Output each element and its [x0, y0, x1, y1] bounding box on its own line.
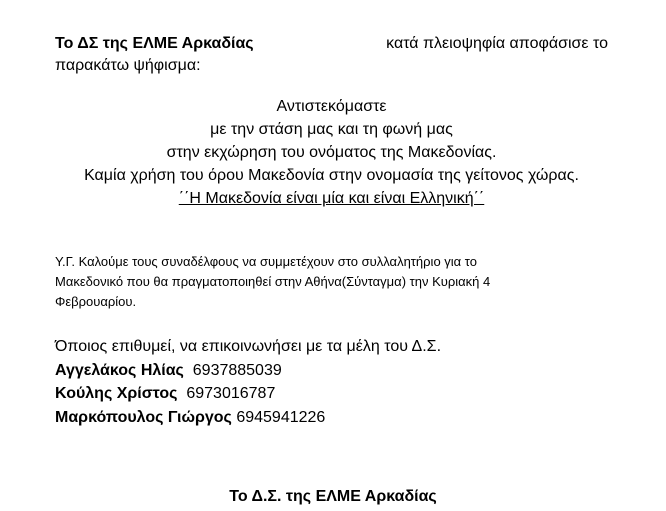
- contact-name: Κούλης Χρίστος: [55, 385, 178, 402]
- contacts-intro: Όποιος επιθυμεί, να επικοινωνήσει με τα μέλη του Δ.Σ.: [55, 338, 442, 355]
- resolution-line: με την στάση μας και τη φωνή μας: [210, 121, 453, 138]
- contact-name: Μαρκόπουλος Γιώργος: [55, 408, 232, 426]
- signature: Το Δ.Σ. της ΕΛΜΕ Αρκαδίας: [229, 488, 437, 505]
- contact-entry: [55, 382, 615, 406]
- intro-line-2: παρακάτω ψήφισμα:: [55, 57, 201, 74]
- intro-text: κατά πλειοψηφία αποφάσισε το: [386, 35, 608, 52]
- contact-entry: [55, 406, 615, 430]
- resolution-line: Καμία χρήση του όρου Μακεδονία στην ονομασία της γείτονος χώρας.: [84, 167, 579, 184]
- intro-line-1: [55, 33, 608, 55]
- board-name: Το ΔΣ της ΕΛΜΕ Αρκαδίας: [55, 35, 254, 52]
- contacts-section: [55, 335, 615, 429]
- note-line: Φεβρουαρίου.: [55, 294, 137, 309]
- resolution-line: Αντιστεκόμαστε: [276, 98, 387, 115]
- note-line: Υ.Γ. Καλούμε τους συναδέλφους να συμμετέχουν στο συλλαλητήριο για το: [55, 254, 477, 269]
- intro-paragraph: [55, 33, 608, 77]
- contact-phone: 6945941226: [236, 408, 326, 426]
- contact-entry: [55, 359, 615, 383]
- postscript-note: [55, 252, 615, 312]
- resolution-text: [55, 95, 608, 210]
- contact-phone: 6973016787: [186, 385, 276, 402]
- note-line: Μακεδονικό που θα πραγματοποιηθεί στην Αθήνα(Σύνταγμα) την Κυριακή 4: [55, 274, 491, 289]
- resolution-line: στην εκχώρηση του ονόματος της Μακεδονίας.: [166, 144, 497, 161]
- resolution-slogan: ΄΄Η Μακεδονία είναι μία και είναι Ελληνική΄΄: [178, 190, 485, 207]
- contact-phone: 6937885039: [192, 361, 282, 379]
- contact-name: Αγγελάκος Ηλίας: [55, 361, 184, 379]
